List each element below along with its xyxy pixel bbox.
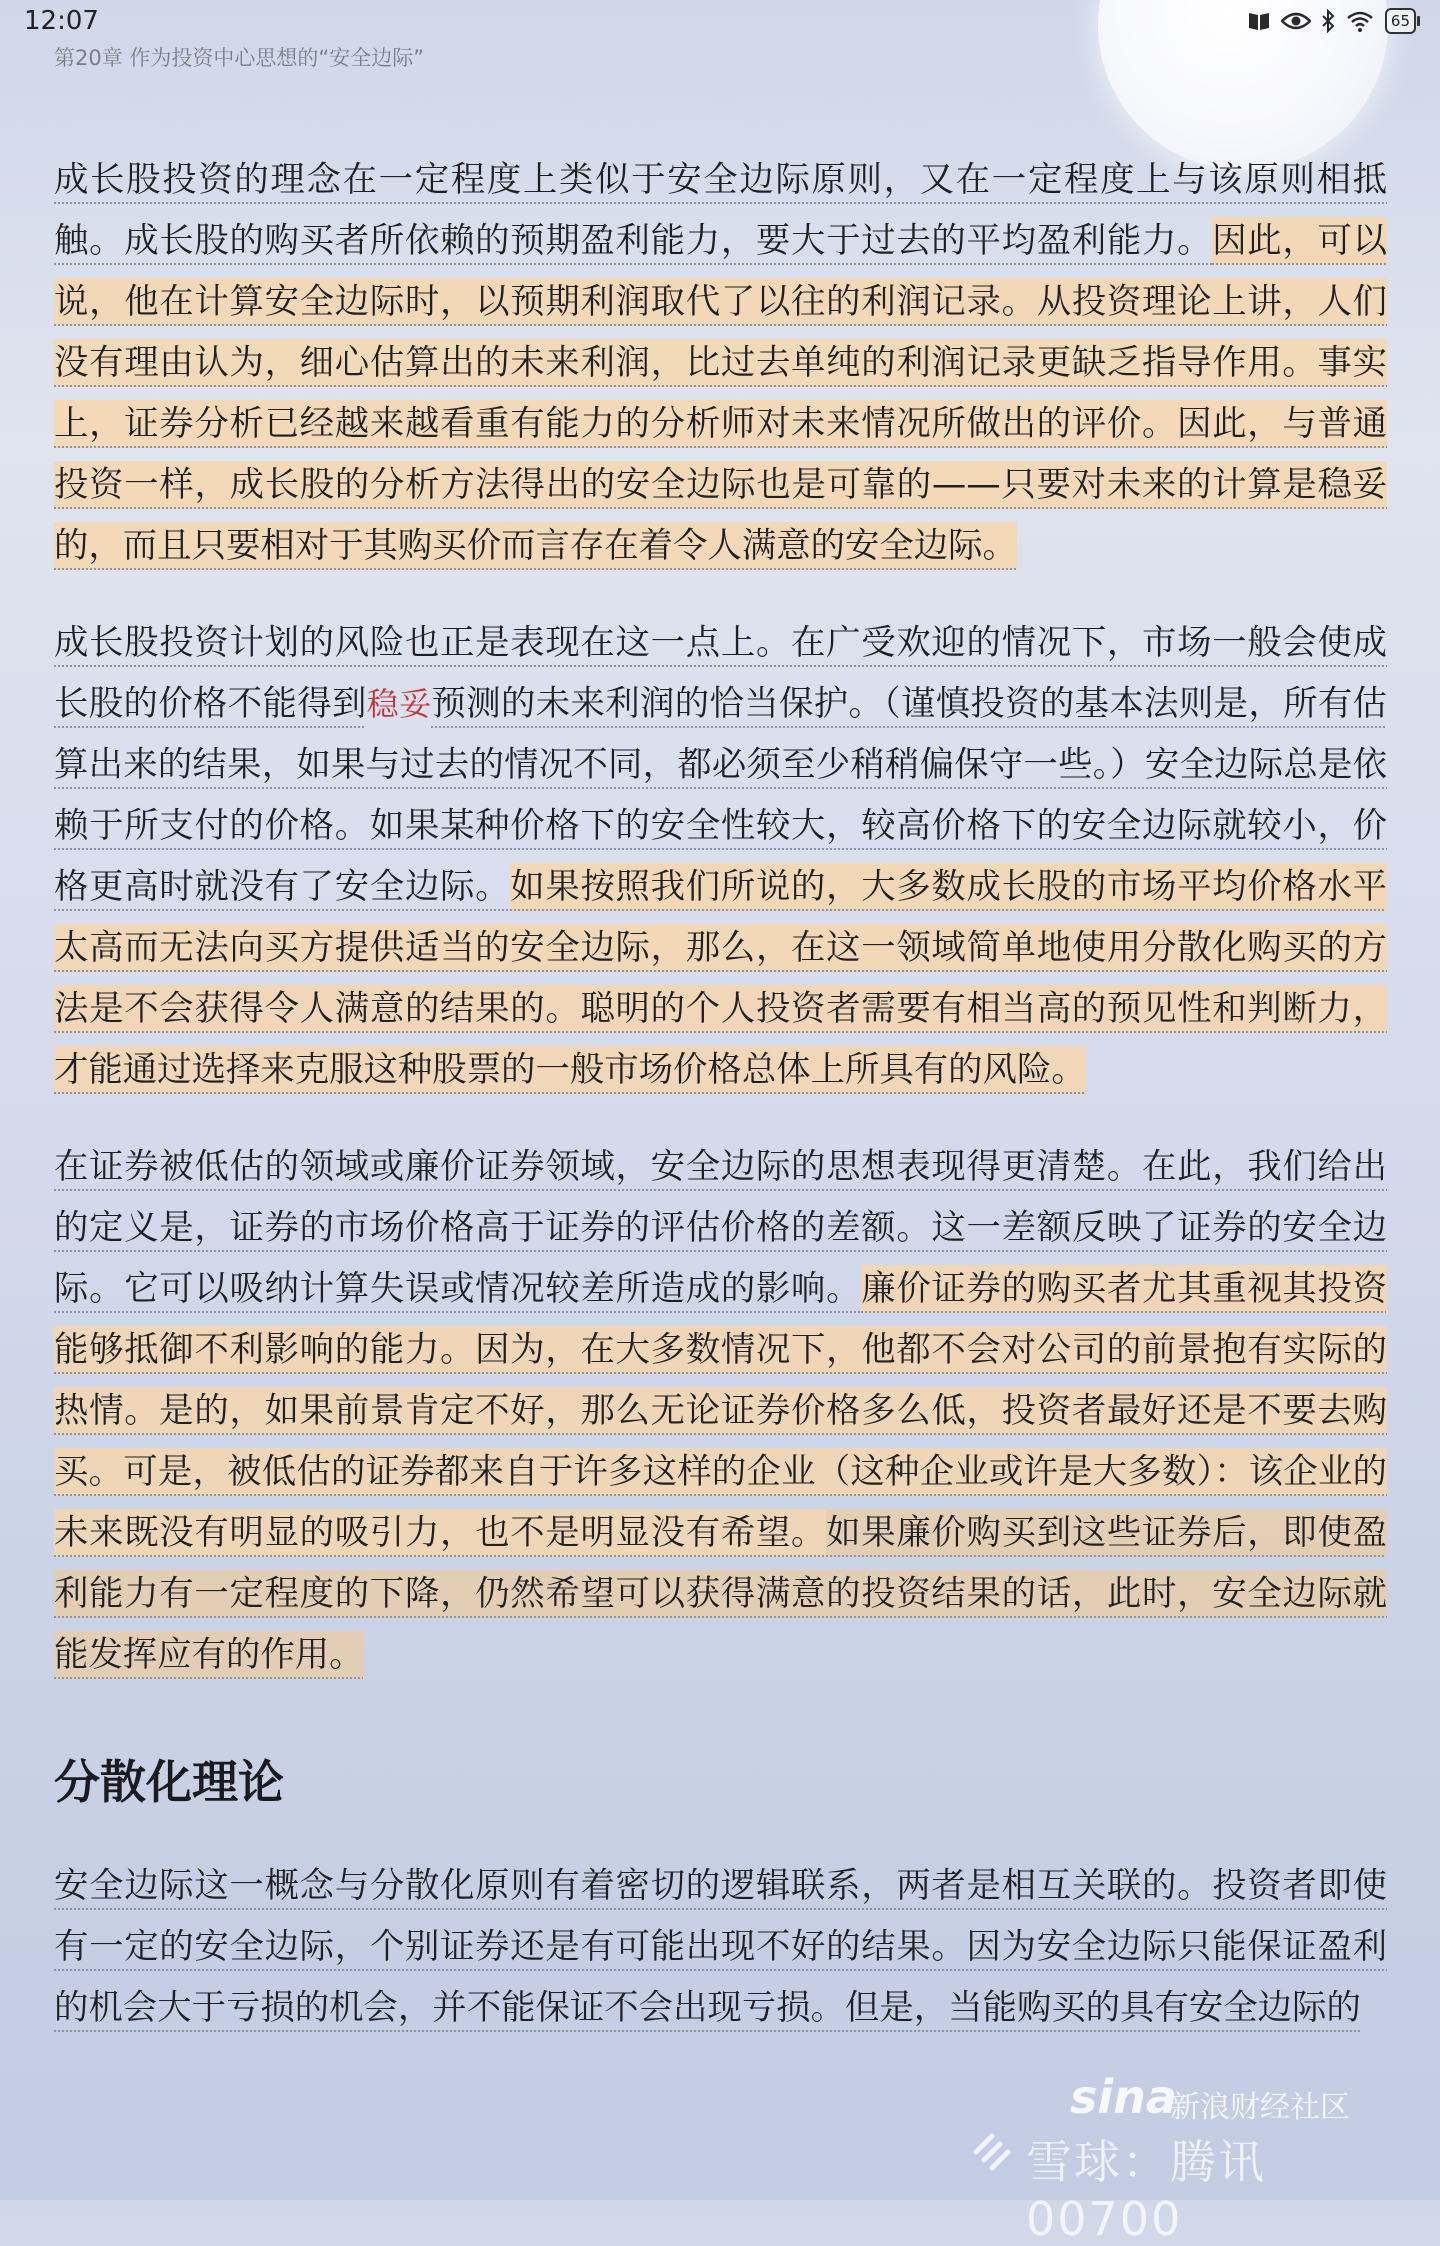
xueqiu-logo-icon — [970, 2130, 1018, 2174]
paragraph-text: 安全边际这一概念与分散化原则有着密切的逻辑联系，两者是相互关联的。投资者即使有一定的安全边际，个别证券还是有可能出现不好的结果。因为安全边际只能保证盈利的机会大于亏损的机会，并不能保证不会出现亏损。但是，当能购买的具有安全边际的 — [54, 1866, 1387, 2028]
status-bar — [0, 0, 1440, 46]
paragraph-text: 成长股投资计划的风险也正是表现在这一点上。在广受欢迎的情况下，市场一般会使成长股的价格不能得到 — [54, 623, 1387, 724]
section-heading: 分散化理论 — [54, 1755, 284, 1809]
status-time: 12:07 — [24, 6, 99, 36]
highlighted-text[interactable]: 因此，可以说，他在计算安全边际时，以预期利润取代了以往的利润记录。从投资理论上讲，人们没有理由认为，细心估算出的未来利润，比过去单纯的利润记录更缺乏指导作用。事实上，证券分析已经越来越看重有能力的分析师对未来情况所做出的评价。因此，与普通投资一样，成长股的分析方法得出的安全边际也是可靠的——只要对未来的计算是稳妥的，而且只要相对于其购买价而言存在着令人满意的安全边际。 — [54, 217, 1387, 570]
status-icons — [1247, 8, 1416, 34]
paragraph-1 — [54, 150, 1387, 577]
paragraph-3 — [54, 1137, 1387, 1686]
paragraph-text: 预测的未来利润的恰当保护。（谨慎投资的基本法则是，所有估算出来的结果，如果与过去的情况不同，都必须至少稍稍偏保守一些。）安全边际总是依赖于所支付的价格。如果某种价格下的安全性较大，较高价格下的安全边际就较小，价格更高时就没有了安全边际。 — [54, 684, 1387, 907]
bluetooth-icon — [1321, 9, 1335, 33]
reader-content — [54, 150, 1387, 2075]
eye-icon — [1281, 11, 1311, 31]
watermark — [970, 2070, 1400, 2246]
chapter-header: 第20章 作为投资中心思想的“安全边际” — [54, 46, 425, 70]
battery-icon: 65 — [1385, 8, 1416, 34]
watermark-community: 新浪财经社区 — [1170, 2090, 1350, 2125]
paragraph-4 — [54, 1856, 1387, 2039]
highlighted-text[interactable]: 如果按照我们所说的，大多数成长股的市场平均价格水平太高而无法向买方提供适当的安全边际，那么，在这一领域简单地使用分散化购买的方法是不会获得令人满意的结果的。聪明的个人投资者需要有相当高的预见性和判断力，才能通过选择来克服这种股票的一般市场价格总体上所具有的风险。 — [54, 863, 1387, 1094]
paragraph-text: 在证券被低估的领域或廉价证券领域，安全边际的思想表现得更清楚。在此，我们给出的定义是，证券的市场价格高于证券的评估价格的差额。这一差额反映了证券的安全边际。它可以吸纳计算失误或情况较差所造成的影响。 — [54, 1147, 1387, 1309]
paragraph-text: 成长股投资的理念在一定程度上类似于安全边际原则，又在一定程度上与该原则相抵触。成长股的购买者所依赖的预期盈利能力，要大于过去的平均盈利能力。 — [54, 160, 1387, 261]
handwritten-annotation: 稳妥 — [366, 685, 432, 723]
book-icon — [1247, 10, 1271, 32]
highlighted-text-alt[interactable]: 如果廉价购买到这些证券后，即使盈利能力有一定程度的下降，仍然希望可以获得满意的投资结果的话，此时，安全边际就能发挥应有的作用。 — [54, 1509, 1387, 1679]
watermark-xueqiu: 雪球：腾讯00700 — [1026, 2135, 1266, 2246]
paragraph-2 — [54, 613, 1387, 1101]
wifi-icon — [1345, 9, 1375, 33]
watermark-sina: sina — [1070, 2070, 1177, 2124]
highlighted-text[interactable]: 廉价证券的购买者尤其重视其投资能够抵御不利影响的能力。因为，在大多数情况下，他都不会对公司的前景抱有实际的热情。是的，如果前景肯定不好，那么无论证券价格多么低，投资者最好还是不要去购买。可是，被低估的证券都来自于许多这样的企业（这种企业或许是大多数）：该企业的未来既没有明显的吸引力，也不是明显没有希望。 — [54, 1265, 1387, 1557]
